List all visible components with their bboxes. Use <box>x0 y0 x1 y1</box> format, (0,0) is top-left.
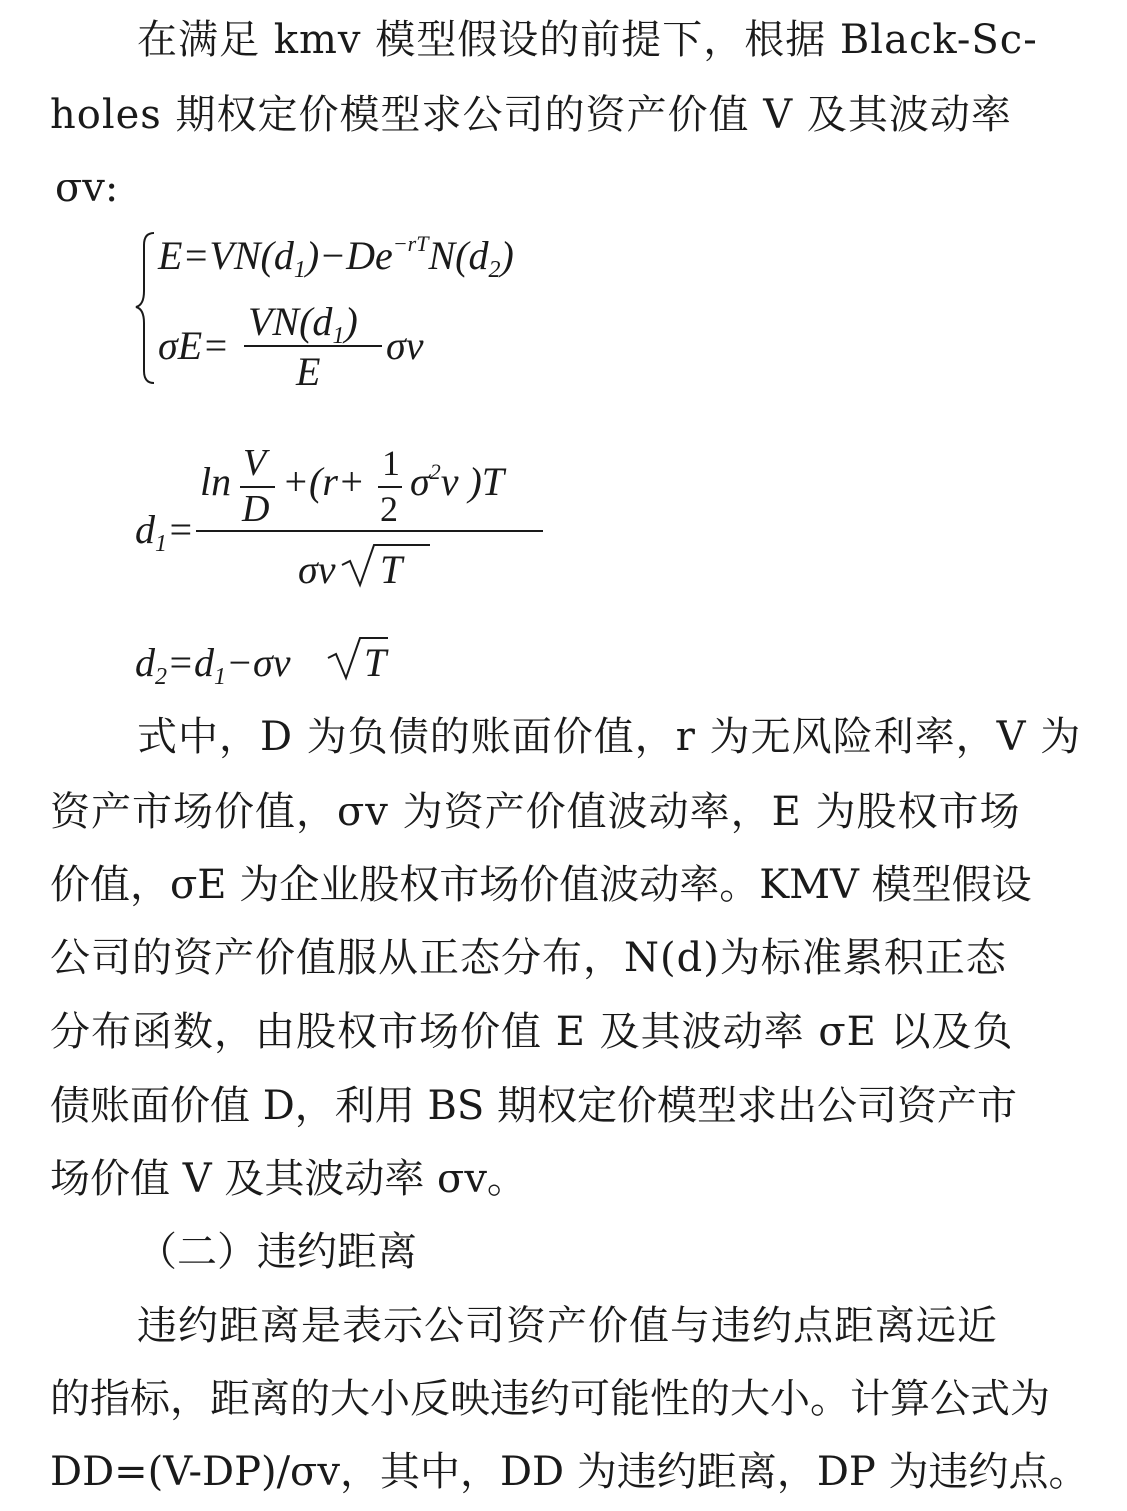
d1-two: 2 <box>380 489 398 529</box>
paragraph-3-line-2: 的指标，距离的大小反映违约可能性的大小。计算公式为 <box>50 1376 1050 1422</box>
d1-t: T <box>380 547 403 592</box>
equation-2-right: σv <box>386 323 424 368</box>
paragraph-2-line-5: 分布函数，由股权市场价值 E 及其波动率 σE 以及负 <box>50 1009 1014 1055</box>
paragraph-2-line-7: 场价值 V 及其波动率 σv。 <box>50 1156 527 1202</box>
left-brace <box>136 233 154 383</box>
equation-2-left: σE= <box>158 323 230 368</box>
d1-one: 1 <box>382 443 400 483</box>
paragraph-1-line-2: holes 期权定价模型求公司的资产价值 V 及其波动率 <box>50 92 1012 138</box>
d2-text: $d_2=d_1-\sigma v$ <box>135 640 291 690</box>
equation-1: $E=VN(d_1)-De^{-rT}N(d_2)$ <box>158 231 514 283</box>
d1-d: D <box>242 488 270 530</box>
d1-denominator: σv <box>298 547 336 592</box>
paragraph-3-line-1: 违约距离是表示公司资产价值与违约点距离远近 <box>137 1303 998 1349</box>
d1-sigma: $\sigma^2v$ )T <box>410 459 505 504</box>
section-heading: （二）违约距离 <box>137 1229 417 1275</box>
d1-left: $d_1=$ <box>135 507 194 557</box>
d1-v: V <box>243 442 267 484</box>
paragraph-2-line-2: 资产市场价值，σv 为资产价值波动率，E 为股权市场 <box>50 789 1021 835</box>
paragraph-2-line-3: 价值，σE 为企业股权市场价值波动率。KMV 模型假设 <box>50 862 1032 908</box>
paragraph-2-line-4: 公司的资产价值服从正态分布，N(d)为标准累积正态 <box>50 935 1007 981</box>
paragraph-2-line-1: 式中，D 为负债的账面价值，r 为无风险利率，V 为 <box>137 714 1082 760</box>
d1-plus-open: +(r+ <box>282 459 365 504</box>
formula-d1 <box>130 435 560 595</box>
equation-2-numerator: $VN(d_1)$ <box>248 299 358 349</box>
d2-t: T <box>364 640 387 685</box>
equation-system <box>130 225 590 395</box>
paragraph-3-line-3: DD=(V-DP)/σv，其中，DD 为违约距离，DP 为违约点。 <box>50 1449 1089 1495</box>
formula-d2 <box>130 630 410 690</box>
equation-2-denominator: E <box>296 349 321 394</box>
paragraph-1-line-3: σv: <box>55 165 119 211</box>
paragraph-1-line-1: 在满足 kmv 模型假设的前提下，根据 Black-Sc- <box>137 17 1038 63</box>
d1-ln: ln <box>200 459 232 504</box>
paragraph-2-line-6: 债账面价值 D，利用 BS 期权定价模型求出公司资产市 <box>50 1083 1018 1129</box>
